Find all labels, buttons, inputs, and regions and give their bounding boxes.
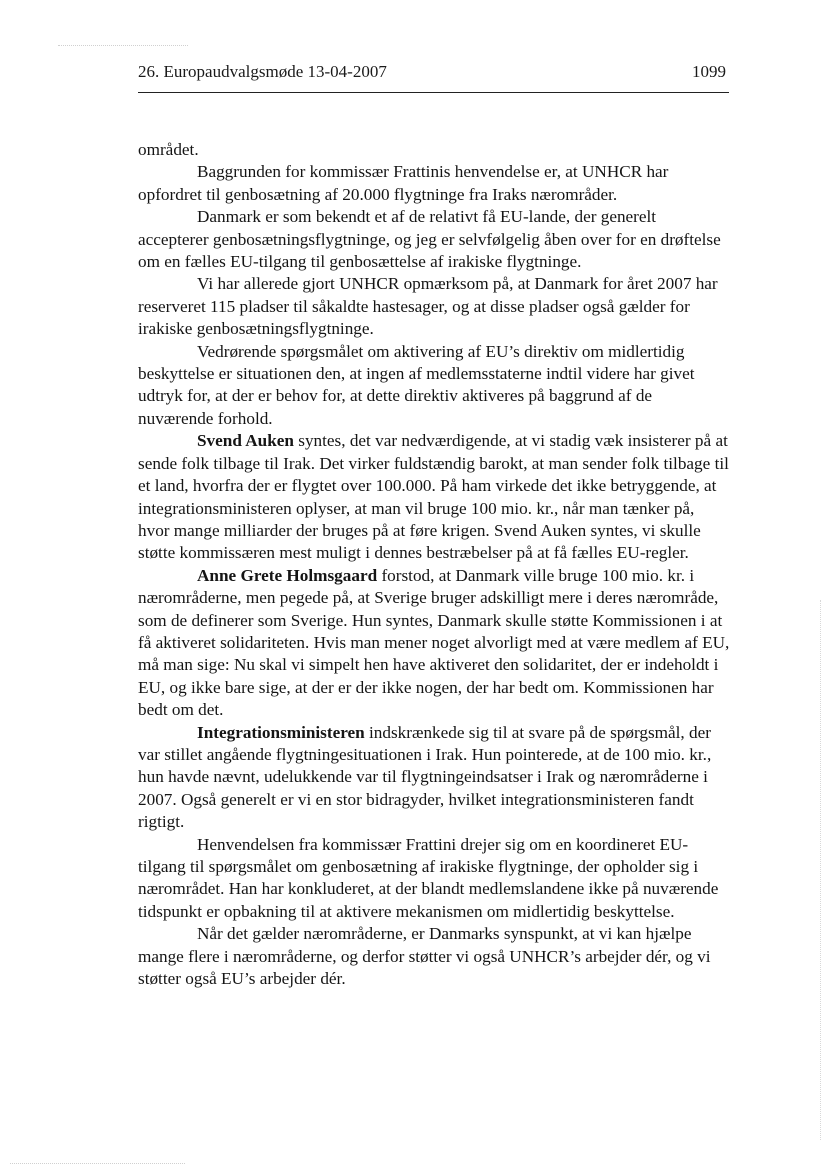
paragraph-text: Når det gælder nærområderne, er Danmarks synspunkt, at vi kan hjælpe mange flere i nærområderne, og derfor støtter vi også UNHCR’s arbejder dér, og vi støtter også EU’s arbejder dér. (138, 924, 711, 989)
running-header (138, 62, 728, 86)
speaker-name: Anne Grete Holmsgaard (197, 565, 378, 585)
paragraph-text: indskrænkede sig til at svare på de spørgsmål, der var stillet angående flygtningesituationen i Irak. Hun pointerede, at de 100 mio. kr., hun havde nævnt, udelukkende var til flygtningeindsatser i Irak og nærområderne i 2007. Også generelt er vi en stor bidragyder, hvilket integrationsministeren fandt rigtigt. (138, 722, 712, 832)
paragraph-text: Vedrørende spørgsmålet om aktivering af EU’s direktiv om midlertidig beskyttelse er situationen den, at ingen af medlemsstaterne indtil videre har givet udtryk for, at der er behov for, at dette direktiv aktiveres på baggrund af de nuværende forhold. (138, 341, 695, 428)
scan-artifact-top (58, 45, 188, 46)
scan-artifact-bottom (10, 1163, 185, 1164)
paragraph-text: forstod, at Danmark ville bruge 100 mio. kr. i nærområderne, men pegede på, at Sverige bruger adskilligt mere i deres nærområde, som de definerer som Sverige. Hun syntes, Danmark skulle støtte Kommissionen i at få aktiveret solidariteten. Hvis man mener noget alvorligt med at være medlem af EU, må man sige: Nu skal vi simpelt hen have aktiveret den solidaritet, der er indeholdt i EU, og ikke bare sige, at der er der ikke nogen, der har bedt om. Kommissionen har bedt om det. (138, 565, 730, 720)
page-number: 1099 (692, 62, 726, 81)
paragraph-text: Danmark er som bekendt et af de relativt få EU-lande, der generelt accepterer genbosætningsflygtninge, og jeg er selvfølgelig åben over for en drøftelse om en fælles EU-tilgang til genbosættelse af irakiske flygtninge. (138, 207, 721, 272)
paragraph (138, 565, 730, 722)
paragraph-text: Vi har allerede gjort UNHCR opmærksom på, at Danmark for året 2007 har reserveret 115 pladser til såkaldte hastesager, og at disse pladser også gælder for irakiske genbosætningsflygtninge. (138, 274, 718, 339)
header-rule (138, 92, 729, 93)
paragraph-text: syntes, det var nedværdigende, at vi stadig væk insisterer på at sende folk tilbage til Irak. Det virker fuldstændig barokt, at man sender folk tilbage til et land, hvorfra der er flygtet over 100.000. På ham virkede det ikke betryggende, at integrationsministeren oplyser, at man vil bruge 100 mio. kr., når man tænker på, hvor mange milliarder der bruges på at føre krigen. Svend Auken syntes, vi skulle støtte kommissæren mest muligt i dennes bestræbelser på at få fælles EU-regler. (138, 431, 729, 563)
paragraph (138, 161, 730, 206)
header-title: 26. Europaudvalgsmøde 13-04-2007 (138, 62, 387, 81)
paragraph-text: Baggrunden for kommissær Frattinis henvendelse er, at UNHCR har opfordret til genbosætning af 20.000 flygtninge fra Iraks nærområder. (138, 162, 669, 204)
paragraph-text: området. (138, 140, 199, 159)
paragraph (138, 273, 730, 340)
scan-artifact-edge (820, 600, 821, 1140)
body-text (138, 139, 730, 990)
paragraph (138, 341, 730, 431)
paragraph (138, 834, 730, 924)
paragraph (138, 923, 730, 990)
paragraph (138, 139, 730, 161)
paragraph (138, 430, 730, 564)
paragraph (138, 722, 730, 834)
paragraph-text: Henvendelsen fra kommissær Frattini drejer sig om en koordineret EU-tilgang til spørgsmålet om genbosætning af irakiske flygtninge, der opholder sig i nærområdet. Han har konkluderet, at der blandt medlemslandene ikke på nuværende tidspunkt er opbakning til at aktivere mekanismen om midlertidig beskyttelse. (138, 834, 719, 921)
speaker-name: Svend Auken (197, 431, 294, 451)
paragraph (138, 206, 730, 273)
speaker-name: Integrationsministeren (197, 722, 365, 742)
